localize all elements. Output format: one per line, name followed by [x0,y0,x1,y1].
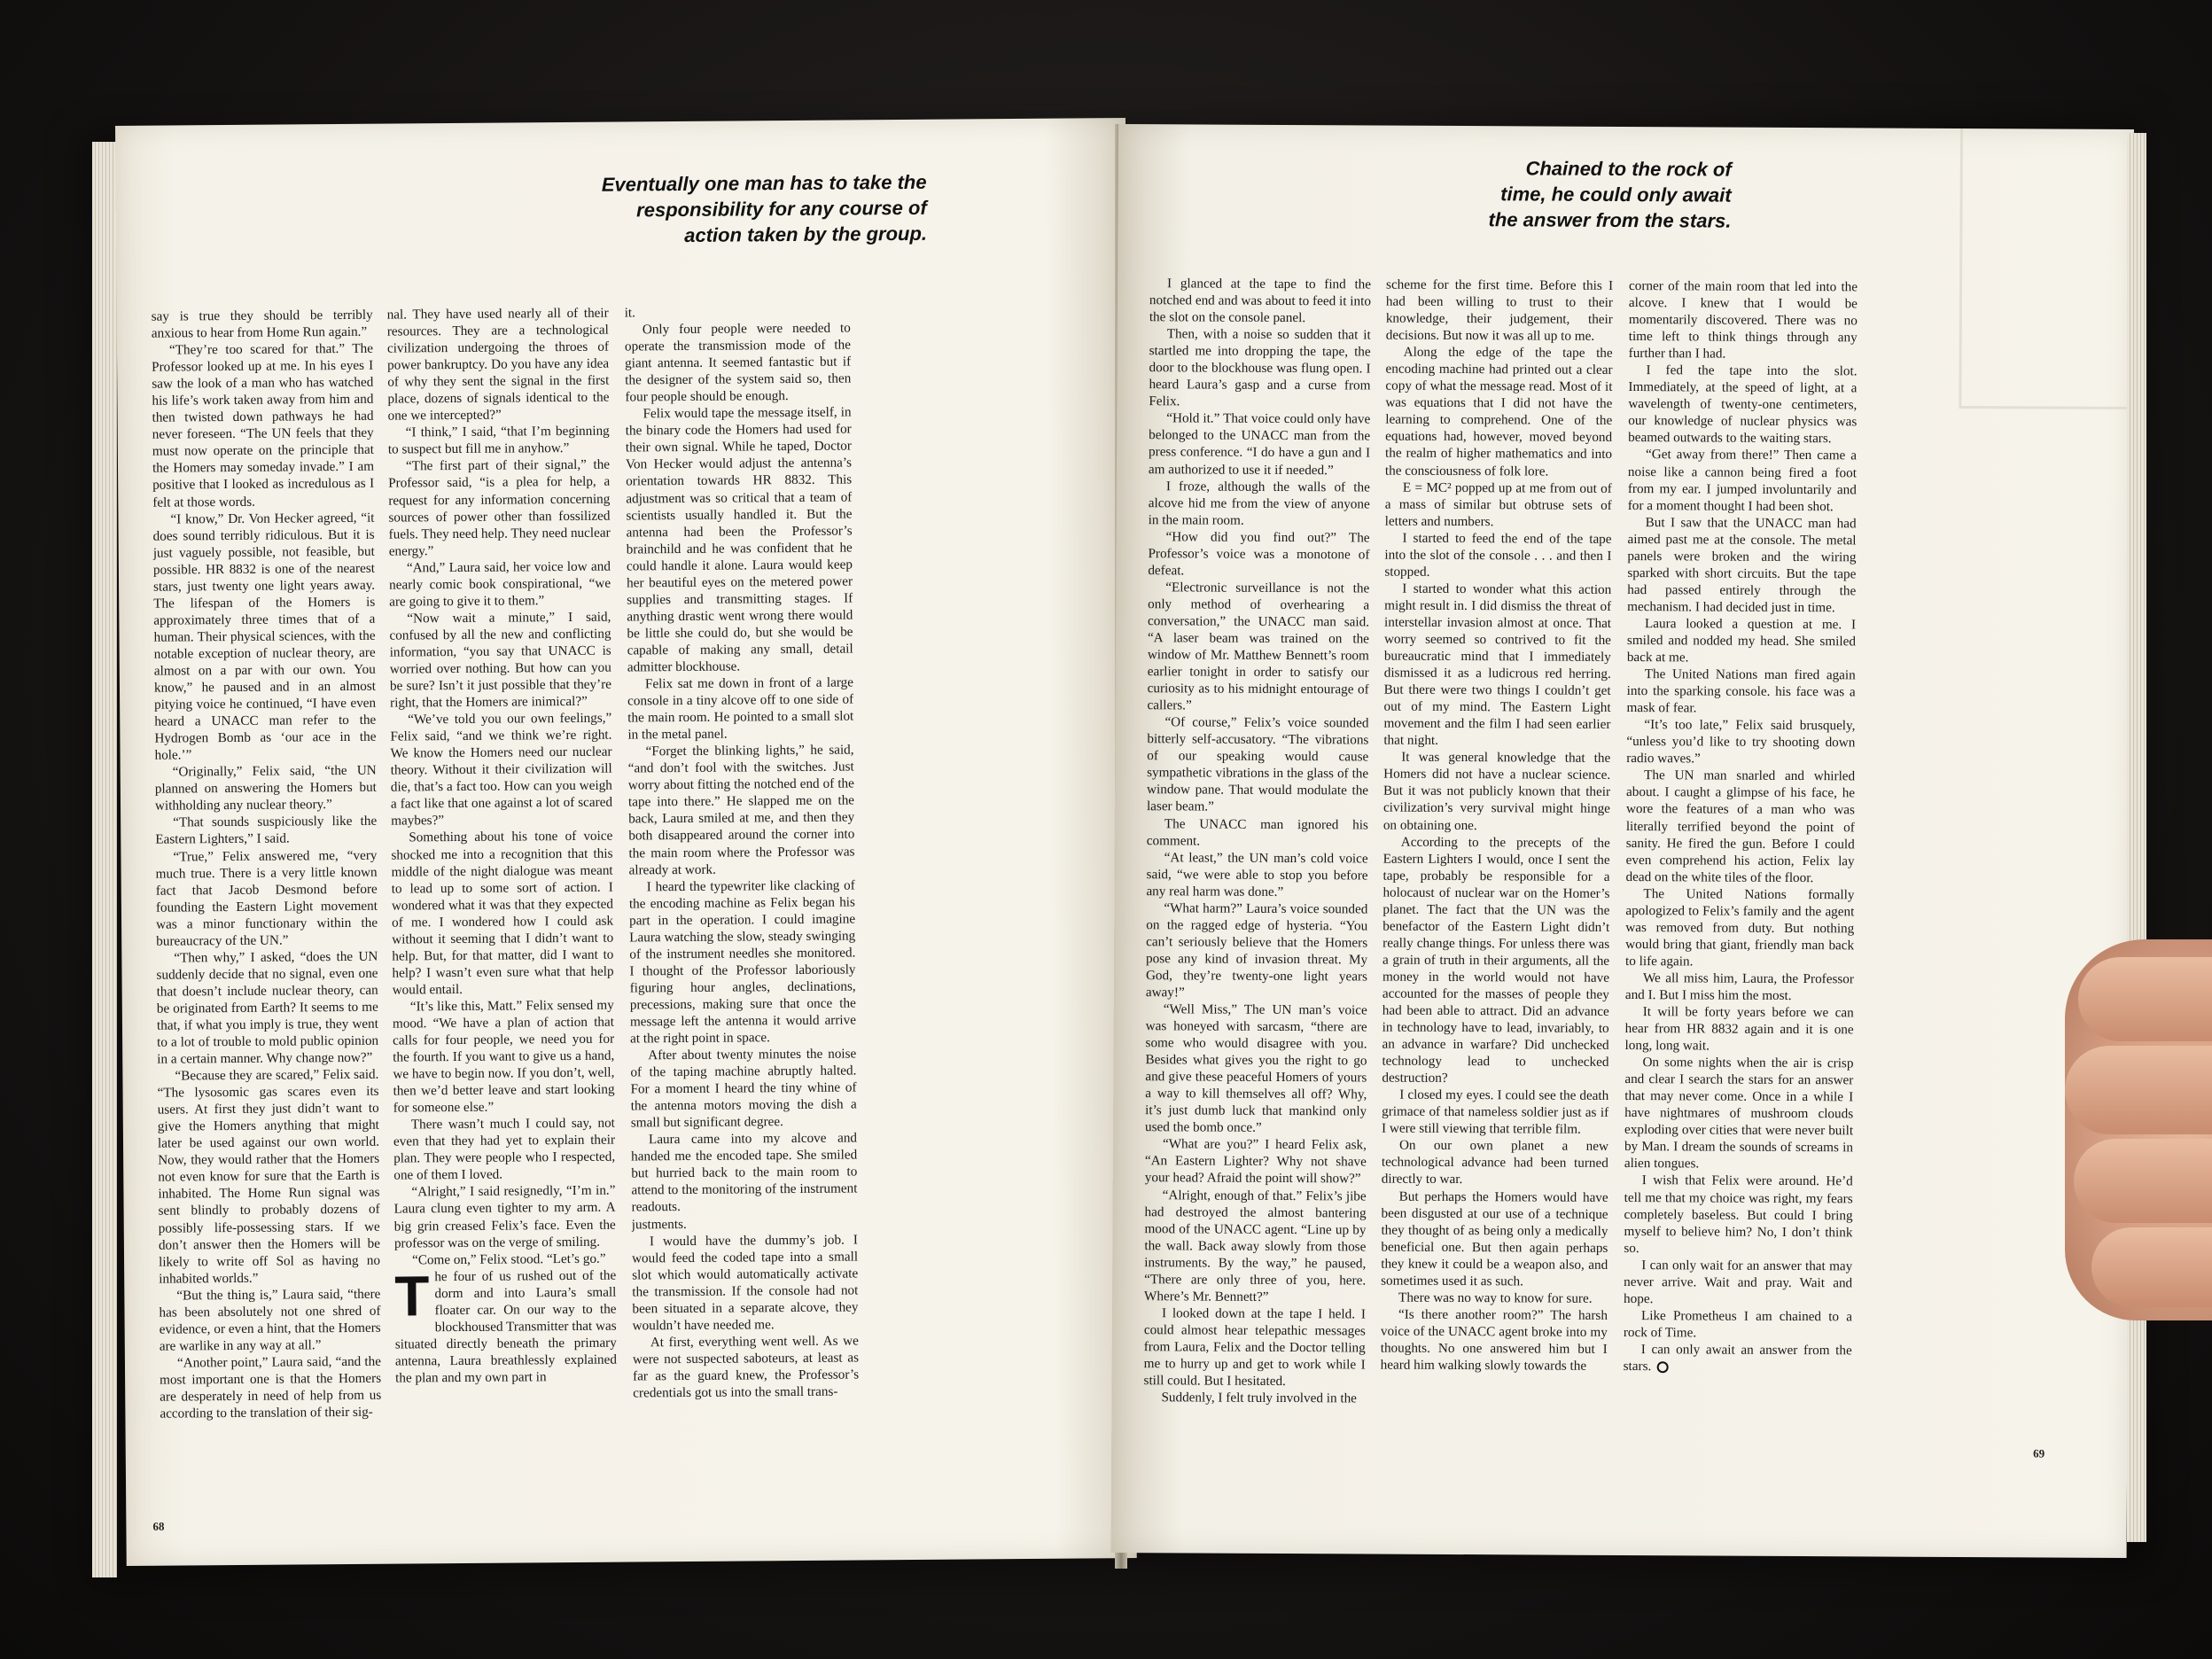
paragraph-text: “It’s like this, Matt.” Felix sensed my mood. “We have a plan of action that calls for four people, we need you for the fourth. If you want to give us a hand, we have to begin now. If you don’t, well, then we’d better leave and start looking for someone else.” [392,997,615,1116]
paragraph-text: “I think,” I said, “that I’m beginning to suspect but fill me in anyhow.” [387,423,610,457]
paragraph [1385,344,1613,480]
paragraph-text: Felix sat me down in front of a large console in a tiny alcove off to one side of the main room. He pointed to a small slot in the metal panel. [627,674,854,743]
paragraph-text: Only four people were needed to operate the transmission mode of the giant antenna. It seemed fantastic but if the designer of the system said so, then four people should be enough. [624,320,852,405]
paragraph [1382,1137,1608,1188]
paragraph-text: I looked down at the tape I held. I could almost hear telepathic messages from Laura, Felix and the Doctor telling me to hurry up and get to work while I still could. But I hesitated. [1143,1305,1367,1390]
paragraph [625,302,851,321]
paragraph [1627,615,1856,666]
paragraph [159,1285,381,1354]
paragraph-text: “Because they are scared,” Felix said. “The lysosomic gas scares even its users. At first they just didn’t want to give the Homers anything that might later be used against our own world. Now, they would rather that the Homers not even know for sure that the Earth is inhabited. The Home Run signal was sent blindly to probably dozens of possibly life-possessing stars. If we don’t answer then the Homers will be likely to write off Sol as having no inhabited worlds.” [157,1066,381,1287]
paragraph-text: “Alright, enough of that.” Felix’s jibe had destroyed the almost bantering mood of the UNACC agent. “Line up by the wall. Back away slowly from those instruments. By the way,” he paused, “There are only three of you, here. Where’s Mr. Bennett?” [1144,1187,1367,1305]
paragraph-text: “That sounds suspiciously like the Eastern Lighters,” I said. [155,814,378,848]
paragraph [1383,580,1611,750]
paragraph [1148,528,1369,580]
paragraph [1625,970,1854,1004]
paragraph [1625,885,1854,971]
paragraph [389,608,611,711]
paragraph-text: it. [624,305,635,321]
paragraph [1144,1305,1366,1390]
circle-end-icon [1656,1361,1668,1373]
paragraph-text: “Come on,” Felix stood. “Let’s go.” [411,1250,606,1268]
paragraph [1385,479,1612,530]
paragraph-text: We all miss him, Laura, the Professor and I. But I miss him the most. [1624,970,1855,1003]
paragraph-text: The UNACC man ignored his comment. [1146,815,1368,849]
paragraph-text: I glanced at the tape to find the notched end and was about to feed it into the slot on the console panel. [1149,276,1372,326]
left-page [115,118,1137,1566]
paragraph-text: It will be forty years before we can hear from HR 8832 again and it is one long, long wait. [1624,1004,1854,1054]
paragraph-text: I fed the tape into the slot. Immediately, at the speed of light, at a wavelength of twenty-one centimeters, our knowledge of nuclear physics was beamed outwards to the waiting stars. [1628,362,1858,447]
paragraph [1383,749,1610,835]
paragraph [1146,849,1367,900]
show-through-box [1959,124,2134,409]
paragraph [155,846,378,949]
paragraph-text: On our own planet a new technological advance had been turned directly to war. [1381,1138,1609,1188]
paragraph [387,305,610,424]
paragraph-text: “But the thing is,” Laura said, “there has been absolutely not one shred of evidence, or even a hint, that the Homers are warlike in any way at all.” [159,1286,381,1354]
paragraph [152,340,374,510]
page-number: 68 [152,1519,165,1533]
paragraph [625,320,852,406]
paragraph [1144,1187,1367,1306]
paragraph-text: Laura came into my alcove and handed me the encoded tape. She smiled but hurried back to the main room to attend to the monitoring of the instrument readouts. [631,1130,858,1215]
paragraph-text: “Get away from there!” Then came a noise like a cannon being fired a foot from my ear. I jumped involuntarily and for a moment thought I had been shot. [1627,447,1858,514]
paragraph [1149,325,1370,411]
paragraph [1627,666,1856,717]
paragraph-text: “And,” Laura said, her voice low and nearly comic book conspirational, “we are going to give it to them.” [389,558,611,610]
paragraph [627,742,854,878]
paragraph-text: “I know,” Dr. Von Hecker agreed, “it does sound terribly ridiculous. But it is just vaguely possible, not feasible, but possible. HR 8832 is one of the nearest stars, just twenty one light years away. The lifespan of the Homers is approximately three times that of a human. Their physical sciences, with the notable exception of nuclear theory, are almost on a par with our own. You know,” he paused and in an almost pitying voice he continued, “I have even heard a UNACC man refer to the Hydrogen Bomb as ‘our ace in the hole.’” [152,510,377,763]
paragraph [152,509,376,764]
paragraph [390,710,612,830]
paragraph-text: According to the precepts of the Eastern Lighters I would, once I sent the tape, probably be responsible for a holocaust of nuclear war on the Homer’s planet. The fact that the UN was the benefactor of the Eastern Light didn’t really change things. For unless there was a grain of truth in their arguments, all the money in the world would not have accounted for the masses of people they had been able to attract. Did an advance in technology have to lead, invariably, to an advance in warfare? Did unchecked technology lead to unchecked destruction? [1382,834,1610,1087]
text-column-3 [1623,277,1858,1541]
paragraph [393,997,615,1117]
paragraph [388,456,611,559]
finger [2078,957,2212,1041]
paragraph [1146,900,1368,1002]
paragraph [388,423,610,458]
paragraph [391,828,613,998]
paragraph [1626,716,1855,767]
paragraph [1381,1289,1608,1306]
paragraph [1625,1003,1854,1055]
paragraph [394,1263,618,1386]
paragraph-text: nal. They have used nearly all of their resources. They are a technological civilization undergoing the throes of power bankruptcy. Do you have any idea of why they sent the signal in the first place, dozens of signals identical to the one we intercepted?” [386,305,610,424]
paragraph [631,1130,858,1216]
paragraph-text: say is true they should be terribly anxious to hear from Home Run again.” [151,307,373,341]
paragraph-text: corner of the main room that led into the alcove. I knew that I would be momentarily discovered. There was no time left to think things through any further than I had. [1628,278,1858,362]
paragraph-text: “Forget the blinking lights,” he said, “and don’t fool with the switches. Just worry about fitting the notched end of the tape into there.” He slapped me on the back, Laura smiled at me, and then they both disappeared around the corner into the main room where the Professor was already at work. [627,742,855,878]
paragraph [157,1066,380,1288]
paragraph-text: “Is there another room?” The harsh voice of the UNACC agent broke into my thoughts. No one answered him but I heard him walking slowly towards the [1380,1306,1608,1374]
paragraph [152,307,373,342]
page-number: 69 [2033,1446,2045,1460]
paragraph [1147,815,1368,850]
paragraph-text: It was general knowledge that the Homers did not have a nuclear science. But it was not publicly known that their civilization’s very survival might hinge on obtaining one. [1382,749,1611,833]
paragraph-text: I heard the typewriter like clacking of the encoding machine as Felix began his part in the operation. I could imagine Laura watching the slow, steady swinging of the instrument needles she monitored. I thought of the Professor laboriously figuring hour angles, declinations, precessions, making sure that once the message left the antenna it would arrive at the right point in space. [628,877,857,1047]
paragraph-text: On some nights when the air is crisp and clear I search the stars for an answer that may never come. Once in a while I have nightmares of mushroom clouds exploding over cities that were never built by Man. I dream the sounds of screams in alien tongues. [1624,1055,1854,1172]
paragraph-text: Suddenly, I felt truly involved in the [1161,1390,1357,1406]
paragraph-text: “Of course,” Felix’s voice sounded bitterly self-accusatory. “The vibrations of our speaking would cause sympathetic vibrations in the glass of the window pane. That would modulate the laser beam.” [1146,714,1369,815]
text-column-2 [1380,276,1613,1540]
paragraph [389,557,611,610]
text-column-1 [152,307,383,1549]
paragraph [1624,1307,1852,1342]
paragraph-text: Like Prometheus I am chained to a rock of Time. [1623,1307,1853,1341]
right-page [1111,124,2134,1558]
paragraph [1147,713,1369,816]
paragraph-text: “It’s too late,” Felix said brusquely, “unless you’d like to try shooting down radio waves.” [1626,717,1856,767]
paragraph [1149,275,1371,326]
paragraph-text: justments. [631,1216,687,1232]
paragraph [1624,1054,1854,1173]
drop-cap: T [394,1263,430,1328]
paragraph [1628,362,1857,448]
paragraph [632,1231,859,1334]
paragraph-text: “Then why,” I asked, “does the UN suddenly decide that no signal, even one that doesn’t include nuclear theory, can be originated from Earth? It seems to me that, if what you imply is true, they went to a lot of trouble to mold public opinion in a certain manner. Why change now?” [156,948,379,1067]
paragraph [155,762,377,814]
paragraph-text: “They’re too scared for that.” The Professor looked up at me. In his eyes I saw the look of a man who has watched his life’s work taken away from him and then twisted down pathways he had never foreseen. “The UN feels that they must now operate on the principle that the Homers may someday invade.” I am positive that I looked as incredulous as I felt at those words. [152,340,375,510]
paragraph-text: “How did you find out?” The Professor’s voice was a monotone of defeat. [1148,528,1370,579]
paragraph [394,1250,616,1268]
paragraph-text: But perhaps the Homers would have been disgusted at our use of a technique they thought of as being only a medically beneficial one. But then again perhaps they knew it could be a weapon also, and sometimes used it as such. [1381,1188,1608,1289]
paragraph [627,674,854,744]
paragraph [156,947,378,1067]
paragraph-text: I started to wonder what this action might result in. I did dismiss the threat of interstellar invasion almost at once. That worry seemed so contrived to fit the bureaucratic mind that I immediately dismissed it as a ludicrous red herring. But there were two things I couldn’t get out of my mind. The Eastern Light movement and the film I had seen earlier that night. [1383,580,1612,749]
paragraph-text: Felix would tape the message itself, in the binary code the Homers had used for their own signal. While he taped, Doctor Von Hecker would adjust the antenna’s orientation towards HR 8832. This adjustment was so critical that a team of scientists usually handled it. But the antenna had been the Professor’s brainchild and he was confident that he could handle it alone. Laura would keep her beautiful eyes on the metered power supplies and transmitting stages. If anything drastic went wrong there would be little she could do, but she would be capable of making any small, detail admitter blockhouse. [625,404,853,675]
paragraph [1384,529,1611,580]
paragraph-text: The UN man snarled and whirled about. I caught a glimpse of his face, he wore the features of a man who was literally terrified beyond the point of sanity. He fired the gun. Before I could even comprehend his action, Felix lay dead on the white tiles of the floor. [1625,767,1856,885]
paragraph [632,1214,858,1233]
paragraph-text: E = MC² popped up at me from out of a mass of similar but obtruse sets of letters and numbers. [1384,479,1612,529]
paragraph-text: I closed my eyes. I could see the death grimace of that nameless soldier just as if I were still viewing that terrible film. [1382,1087,1609,1138]
finger [2091,1227,2212,1307]
paragraph [1626,767,1856,886]
paragraph [1143,1389,1365,1406]
finger [2065,1046,2212,1134]
pull-quote: Chained to the rock of time, he could only await the answer from the stars. [1488,157,1732,232]
paragraph [1382,833,1609,1087]
paragraph-text: Then, with a noise so sudden that it startled me into dropping the tape, the door to the blockhouse was flung open. I heard Laura’s gasp and a curse from Felix. [1149,326,1371,409]
paragraph [1145,1001,1367,1137]
paragraph-text: “At least,” the UN man’s cold voice said, “we were able to stop you before any real harm was done.” [1146,849,1368,900]
paragraph [629,876,856,1047]
paragraph [1627,514,1857,617]
paragraph [1148,579,1370,715]
paragraph [630,1046,857,1132]
finger [2074,1139,2212,1223]
paragraph-text: I can only await an answer from the stars. [1623,1342,1852,1375]
page-edges-left [92,142,117,1577]
paragraph-text: But I saw that the UNACC man had aimed past me at the console. The metal panels were broken and the wiring sparked with short circuits. But the tape had passed entirely through the mechanism. I had decided just in time. [1627,514,1857,616]
paragraph-text: There wasn’t much I could say, not even that they had yet to explain their plan. They were people who I respected, one of them I loved. [393,1115,616,1183]
paragraph [1628,446,1857,515]
paragraph [625,404,853,676]
paragraph-text: Along the edge of the tape the encoding machine had printed out a clear copy of what the message read. Most of it was equations that I did not have the learning to comprehend. One of the equations had, however, moved beyond the realm of higher mathematics and into the consciousness of folk lore. [1384,344,1613,479]
paragraph-text: I would have the dummy’s job. I would feed the coded tape into a small slot which would automatically activate the transmission. If the console had not been situated in a separate alcove, they wouldn’t have needed me. [631,1232,859,1334]
paragraph-text: “Hold it.” That voice could only have belonged to the UNACC man from the press conference. “I do have a gun and I am authorized to use it if needed.” [1148,410,1371,478]
paragraph [1149,478,1370,529]
paragraph [1624,1257,1852,1308]
paragraph [1381,1305,1608,1375]
paragraph-text: “What harm?” Laura’s voice sounded on the ragged edge of hysteria. “You can’t seriously believe that the Homers pose any kind of invasion threat. My God, they’re twenty-one light years away!” [1145,900,1368,1001]
paragraph-text: “True,” Felix answered me, “very much true. There is a very little known fact that Jacob Desmond before founding the Eastern Light movement was a minor functionary within the bureaucracy of the UN.” [155,847,378,949]
paragraph [1629,277,1858,363]
paragraph [1624,1172,1852,1258]
paragraph [393,1115,616,1184]
paragraph-text: I wish that Felix were around. He’d tell me that my choice was right, my fears completely baseless. But could I bring myself to believe him? No, I don’t think so. [1624,1172,1853,1256]
paragraph-text: “What are you?” I heard Felix ask, “An Eastern Lighter? Why not shave your head? Afraid the point will show?” [1144,1136,1367,1187]
paragraph [155,813,377,848]
pull-quote: Eventually one man has to take the responsibility for any course of action taken by the group. [601,170,928,246]
paragraph [160,1353,382,1422]
paragraph [1145,1136,1367,1188]
paragraph-text: I started to feed the end of the tape into the slot of the console . . . and then I stopped. [1384,530,1612,580]
paragraph-text: After about twenty minutes the noise of the taping machine abruptly halted. For a moment I heard the tiny whine of the antenna motors moving the dish a small but significant degree. [630,1046,857,1131]
paragraph-text: “Alright,” I said resignedly, “I’m in.” Laura clung even tighter to my arm. A big grin creased Felix’s face. Even the professor was on the verge of smiling. [393,1183,616,1251]
paragraph [1149,410,1370,479]
text-column-1 [1143,275,1371,1538]
paragraph-text: I froze, although the walls of the alcove hid me from the view of anyone in the main room. [1148,478,1370,528]
paragraph-text: The United Nations man fired again into the sparking console. his face was a mask of fear. [1626,666,1856,716]
paragraph-text: “Electronic surveillance is not the only method of overhearing a conversation,” the UNACC man said. “A laser beam was trained on the window of Mr. Matthew Bennett’s room earlier tonight in order to satisfy our curiosity as to his midnight entourage of callers.” [1147,580,1370,713]
paragraph-text: I can only wait for an answer that may never arrive. Wait and pray. Wait and hope. [1624,1257,1853,1306]
paragraph-text: “We’ve told you our own feelings,” Felix said, “and we think we’re right. We know the Homers need our nuclear theory. Without it their civilization will die, that’s a fact too. How can you weigh a fact like that one against a lot of scared maybes?” [390,710,613,829]
paragraph-text: “Well Miss,” The UN man’s voice was honeyed with sarcasm, “there are some who would disagree with you. Besides what gives you the right to go and give these peaceful Homers of yours a way to kill themselves all off? Why, it’s just dumb luck that mankind only used the bomb once.” [1145,1001,1367,1136]
paragraph [393,1182,616,1251]
paragraph-text: he four of us rushed out of the dorm and into Laura’s small floater car. On our way to the blockhoused Transmitter that was situated directly beneath the primary antenna, Laura breathlessly explained the plan and my own part in [394,1267,618,1386]
paragraph-text: “The first part of their signal,” the Professor said, “is a plea for help, a request for any information concerning sources of power other than fossilized fuels. They need help. They need nuclear energy.” [388,457,611,559]
paragraph [633,1332,860,1401]
paragraph-text: At first, everything went well. As we were not suspected saboteurs, at least as far as the guard knew, the Professor’s credentials got us into the small trans- [632,1333,860,1401]
paragraph [1382,1087,1608,1138]
paragraph-text: Laura looked a question at me. I smiled and nodded my head. She smiled back at me. [1626,616,1857,666]
paragraph [1381,1188,1608,1290]
text-column-2 [387,305,619,1547]
paragraph [1624,1341,1852,1375]
paragraph-text: “Originally,” Felix said, “the UN planned on answering the Homers but withholding any nuclear theory.” [154,762,377,814]
paragraph [1386,276,1613,346]
paragraph-text: Something about his tone of voice shocked me into a recognition that this middle of the night dialogue was meant to lead up to some sort of action. I wondered what it was that they expected of me. I wondered how I could ask without it seeming that I didn’t want to help. But, for that matter, did I want to help? I wasn’t even sure what that help would entail. [391,829,614,998]
text-column-3 [625,302,861,1545]
paragraph-text: The United Nations formally apologized to Felix’s family and the agent was removed from duty. But nothing would bring that giant, friendly man back to life again. [1625,885,1855,970]
paragraph-text: “Another point,” Laura said, “and the most important one is that the Homers are desperately in need of help from us according to the translation of their sig- [160,1353,382,1421]
paragraph-text: There was no way to know for sure. [1398,1289,1593,1306]
paragraph-text: “Now wait a minute,” I said, confused by all the new and conflicting information, “you say that UNACC is worried over nothing. But how can you be sure? Isn’t it just possible that they’re right, that the Homers are inimical?” [389,609,612,711]
paragraph-text: scheme for the first time. Before this I had been willing to trust to their knowledge, their judgement, their decisions. But now it was all up to me. [1385,276,1614,344]
page-edges-right [2127,133,2146,1542]
